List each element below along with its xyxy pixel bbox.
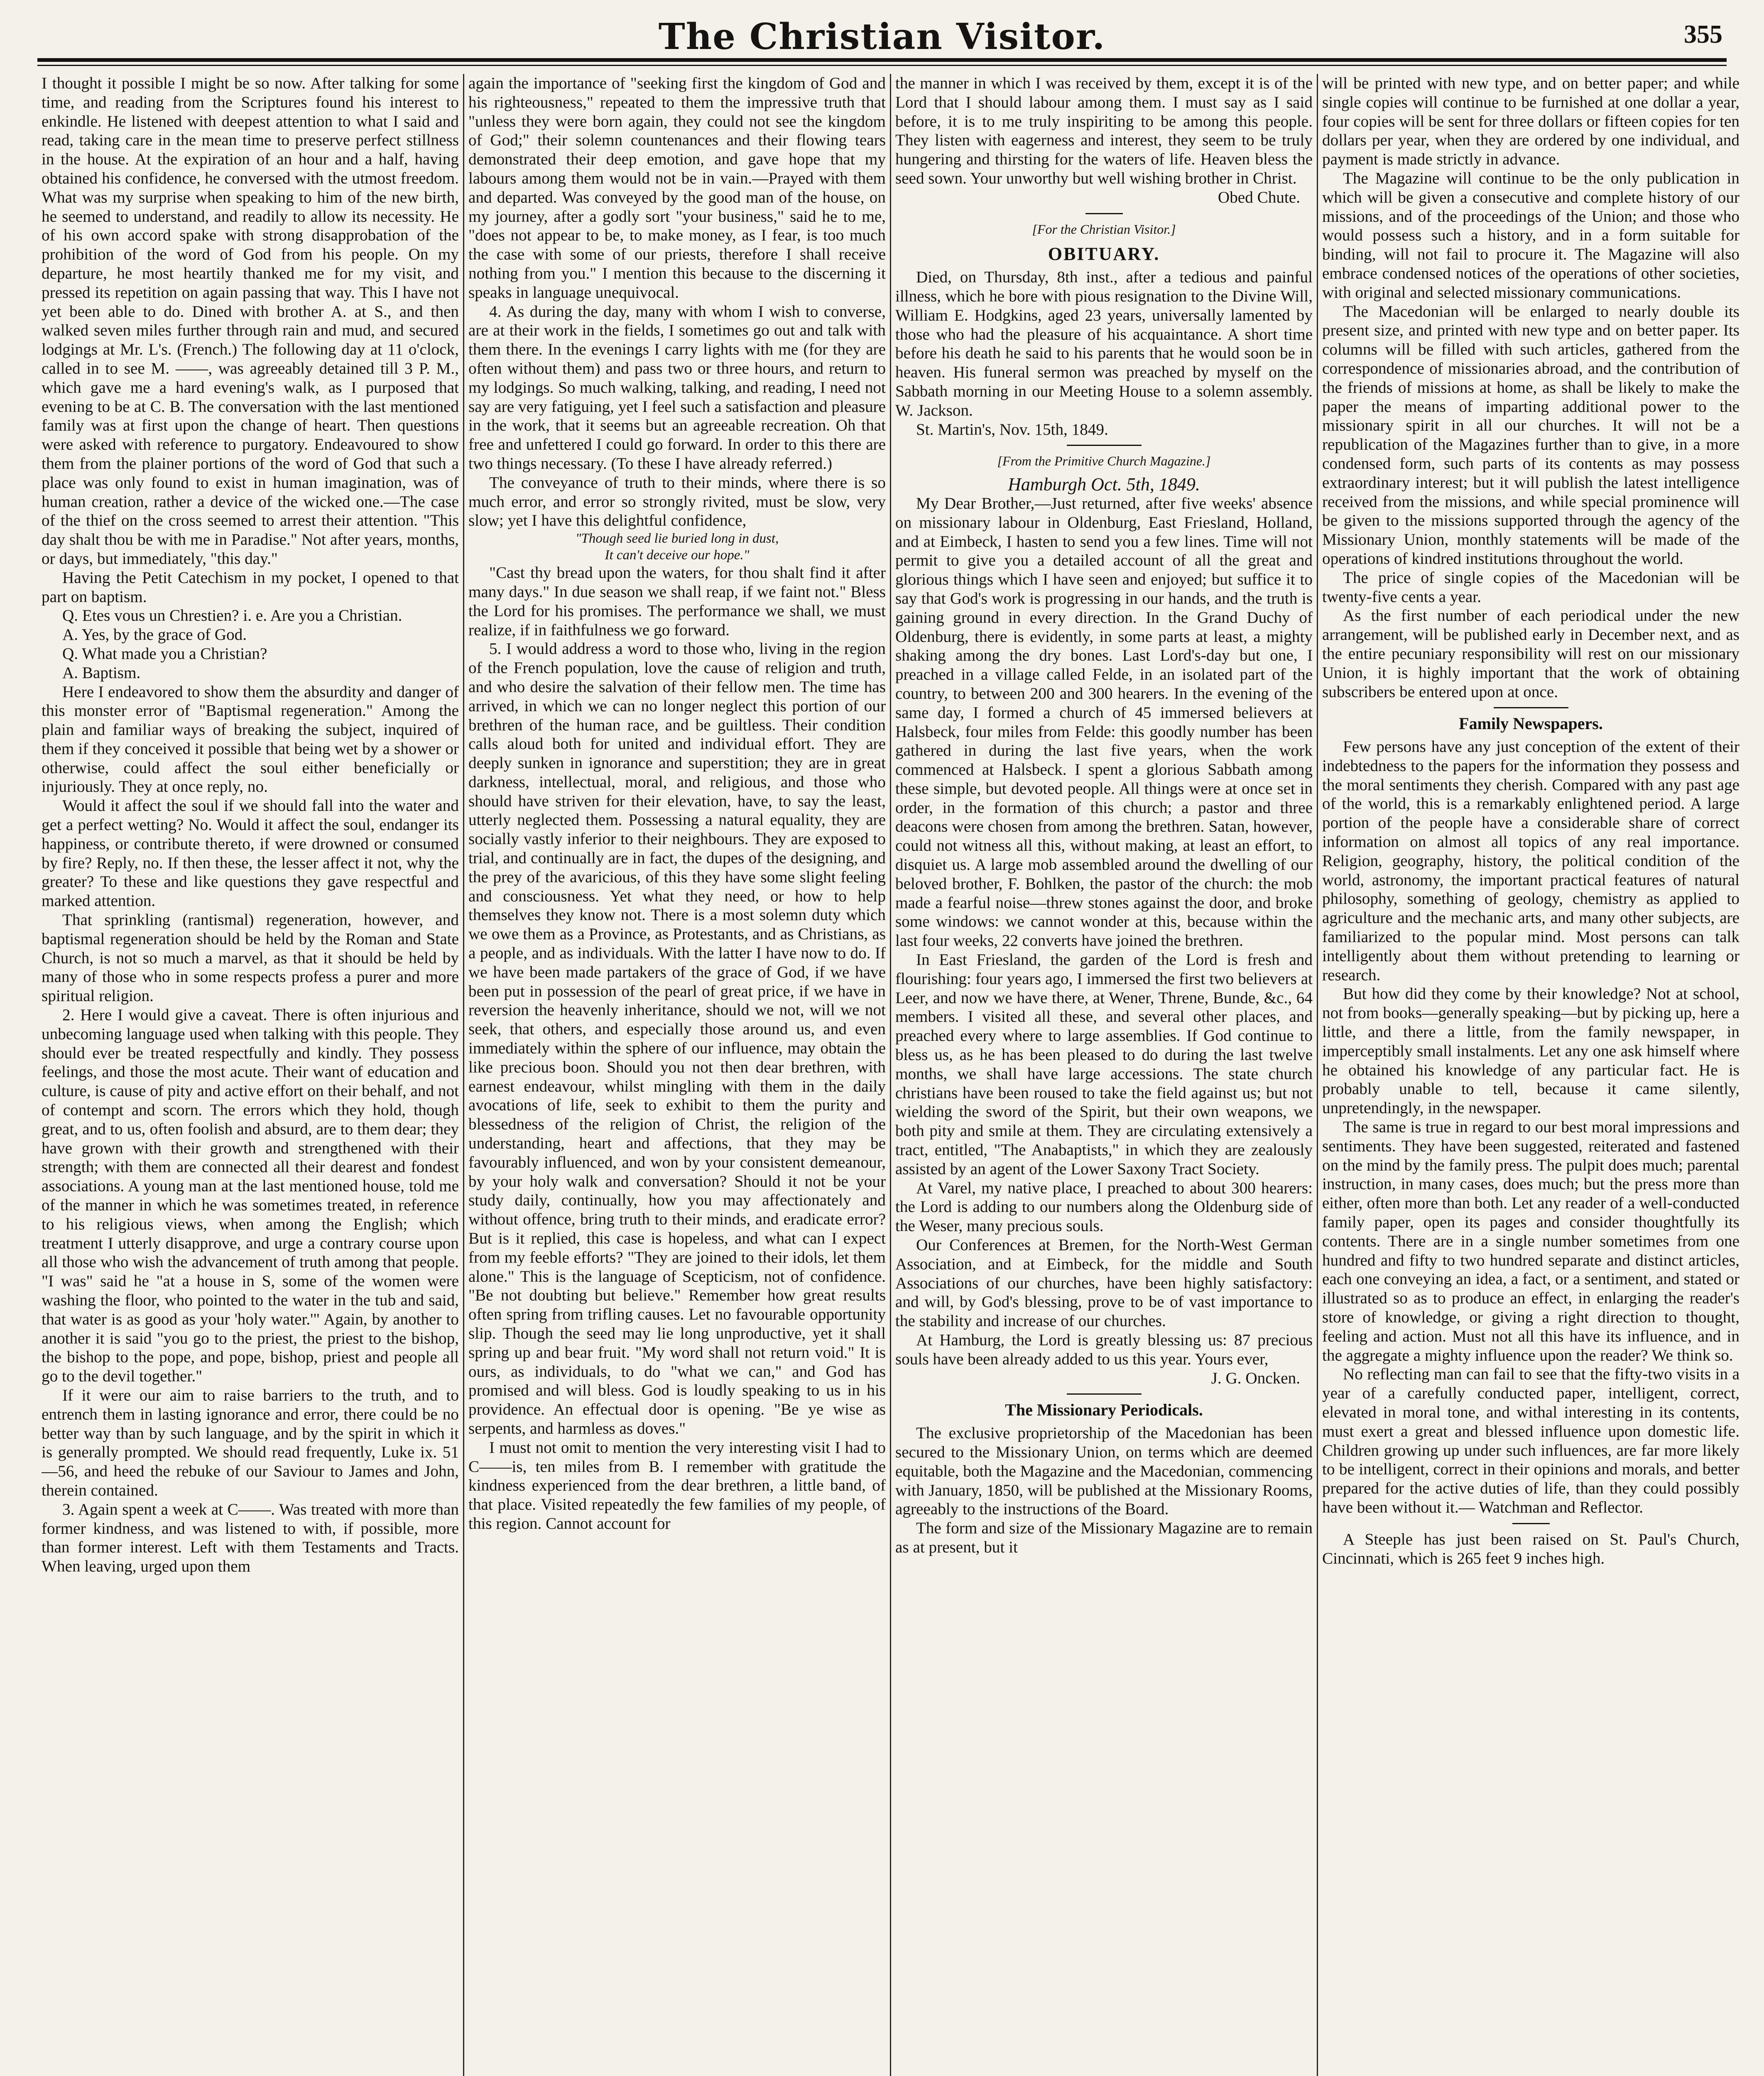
paragraph: At Varel, my native place, I preached to about 300 hearers: the Lord is adding to our numbers along the Oldenburg side of the Weser, many precious souls. [895, 1179, 1313, 1235]
source-line: [For the Christian Visitor.] [1032, 221, 1176, 237]
obituary-heading: OBITUARY. [1048, 244, 1160, 264]
paragraph: again the importance of "seeking first the kingdom of God and his righteousness," repeated to them the impressive truth that "unless they were born again, they could not see the kingdom of God;" their solemn countenances and their flowing tears demonstrated their deep emotion, and gave hope that my labours among them would not be in vain.—Prayed with them and departed. Was conveyed by the good man of the house, on my journey, after a godly sort "your business," said he to me, "does not appear to be, to make money, as I fear, is too much the case with some of our priests, therefore I shall receive nothing from you." I mention this because to the discerning it speaks in language unequivocal. [468, 74, 886, 301]
paragraph: The Macedonian will be enlarged to nearly double its present size, and printed with new type and on better paper. Its columns will be filled with such articles, gathered from the correspondence of missionaries abroad, and the contribution of the friends of missions at home, as shall be likely to make the paper the means of imparting additional power to the missionary spirit in all our churches. It will not be a republication of the Magazines further than to give, in a more condensed form, such parts of its contents as may possess extraordinary interest; but it will publish the latest intelligence received from the missions, and while special prominence will be given to the missions supported through the agency of the Missionary Union, monthly statements will be made of the operations of kindred institutions throughout the world. [1322, 302, 1740, 568]
paragraph: Here I endeavored to show them the absurdity and danger of this monster error of "Baptismal regeneration." Among the plain and familiar ways of breaking the subject, inquired of them if they conceived it possible that being wet by a shower or otherwise, could affect the soul either beneficially or injuriously. They at once reply, no. [42, 683, 459, 796]
section-heading: The Missionary Periodicals. [1005, 1400, 1203, 1420]
paragraph: The exclusive proprietorship of the Macedonian has been secured to the Missionary Union, on terms which are deemed equitable, both the Magazine and the Macedonian, commencing with January, 1850, will be published at the Missionary Rooms, agreeably to the instructions of the Board. [895, 1424, 1313, 1518]
catechism-question: Q. Etes vous un Chrestien? i. e. Are you a Christian. [62, 607, 402, 625]
column-1 [42, 74, 459, 2076]
paragraph: My Dear Brother,—Just returned, after five weeks' absence on missionary labour in Oldenburg, East Friesland, Holland, and at Eimbeck, I hasten to send you a few lines. Time will not permit to give you a detailed account of all the great and glorious things which I have seen and enjoyed; but suffice it to say that God's work is progressing in our hands, and the truth is gaining ground in every direction. In the Grand Duchy of Oldenburg, there is evidently, in some parts at least, a mighty shaking among the dry bones. Last Lord's-day but one, I preached in a village called Felde, in an isolated part of the country, to between 200 and 300 hearers. In the evening of the same day, I formed a church of 45 immersed believers at Halsbeck, four miles from Felde: this goodly number has been gathered in during the last five years, when the work commenced at Halsbeck. I spent a glorious Sabbath among these simple, but devoted people. All things were at once set in order, in the formation of this church; a pastor and three deacons were chosen from among the brethren. Satan, however, could not witness all this, without making, at least an effort, to disquiet us. A large mob assembled around the dwelling of our beloved brother, F. Bohlken, the pastor of the church: the mob made a fearful noise—threw stones against the door, and broke some windows: we cannot wonder at this, because within the last four weeks, 22 converts have joined the brethren. [895, 494, 1313, 950]
separator [1494, 707, 1568, 708]
paragraph: "Cast thy bread upon the waters, for thou shalt find it after many days." In due season we shall reap, if we faint not." Bless the Lord for his promises. The performance we shall, we must realize, if in faithfulness we go forward. [468, 564, 886, 639]
paragraph: No reflecting man can fail to see that the fifty-two visits in a year of a carefully conducted paper, intelligent, correct, elevated in moral tone, and withal interesting in its contents, must exert a great and blessed influence upon domestic life. Children growing up under such influences, are far more likely to be intelligent, correct in their opinions and morals, and better prepared for the active duties of life, than they could possibly have been without it.— Watchman and Reflector. [1322, 1365, 1740, 1516]
source-line: [From the Primitive Church Magazine.] [997, 453, 1211, 469]
paragraph: A Steeple has just been raised on St. Paul's Church, Cincinnati, which is 265 feet 9 inches high. [1322, 1530, 1740, 1567]
paragraph: Would it affect the soul if we should fall into the water and get a perfect wetting? No. Would it affect the soul, endanger its happiness, or contribute thereto, if were drowned or consumed by fire? Reply, no. If then these, the lesser affect it not, why the greater? To these and like questions they gave respectful and marked attention. [42, 797, 459, 910]
section-heading: Family Newspapers. [1459, 714, 1603, 733]
obituary-text: Died, on Thursday, 8th inst., after a tedious and painful illness, which he bore with pious resignation to the Divine Will, William E. Hodgkins, aged 23 years, universally lamented by those who had the pleasure of his acquaintance. A short time before his death he said to his parents that he would soon be in heaven. His funeral sermon was preached by myself on the Sabbath morning in our Meeting House to a solemn assembly. W. Jackson. [895, 268, 1313, 419]
paragraph: I thought it possible I might be so now. After talking for some time, and reading from the Scriptures found his interest to enkindle. He listened with deepest attention to what I said and read, taking care in the mean time to preserve perfect stillness in the house. At the expiration of an hour and a half, having obtained his confidence, he conversed with the utmost freedom. What was my surprise when speaking to him of the new birth, he seemed to understand, and readily to allow its necessity. He of his own accord spake with strong disapprobation of the prohibition of the word of God from his people. On my departure, he most heartily thanked me for my visit, and pressed its repetition on again passing that way. This I have not yet been able to do. Dined with brother A. at S., and then walked seven miles further through rain and mud, and secured lodgings at Mr. L's. (French.) The following day at 11 o'clock, called in to see M. ——, was agreeably detained till 3 P. M., which gave me a hard evening's walk, as I purposed that evening to be at C. B. The conversation with the last mentioned family was at first upon the change of heart. Then questions were asked with reference to purgatory. Endeavoured to show them from the plainer portions of the word of God that such a place was only found to exist in human imagination, was of human creation, rather a device of the wicked one.—The case of the thief on the cross seemed to arrest their attention. "This day shalt thou be with me in Paradise." Not after years, months, or days, but immediately, "this day." [42, 74, 459, 568]
signature: J. G. Oncken. [1211, 1369, 1300, 1387]
paragraph: will be printed with new type, and on better paper; and while single copies will continue to be furnished at one dollar a year, four copies will be sent for three dollars or fifteen copies for ten dollars per year, when they are ordered by one individual, and payment is made strictly in advance. [1322, 74, 1740, 169]
paragraph: In East Friesland, the garden of the Lord is fresh and flourishing: four years ago, I immersed the first two believers at Leer, and now we have there, at Wener, Threne, Bunde, &c., 64 members. I visited all these, and several other places, and preached every where to large assemblies. If God continue to bless us, as he has been pleased to do during the last twelve months, we shall have large accessions. The state church christians have been roused to take the field against us; but not wielding the sword of the Spirit, but their own weapons, we both pity and smile at them. They are circulating extensively a tract, entitled, "The Anabaptists," in which they are zealously assisted by an agent of the Lower Saxony Tract Society. [895, 951, 1313, 1178]
paragraph: 3. Again spent a week at C——. Was treated with more than former kindness, and was listened to with, if possible, more than former interest. Left with them Testaments and Tracts. When leaving, urged upon them [42, 1500, 459, 1576]
column-2 [468, 74, 886, 2076]
newspaper-title: The Christian Visitor. [658, 16, 1106, 58]
page-number: 355 [1684, 20, 1722, 49]
paragraph: At Hamburg, the Lord is greatly blessing us: 87 precious souls have been already added to us this year. Yours ever, [895, 1331, 1313, 1368]
masthead [37, 12, 1727, 57]
paragraph: But how did they come by their knowledge? Not at school, not from books—generally speaking—but by picking up, here a little, and there a little, from the family newspaper, in imperceptibly small instalments. Let any one ask himself where he obtained his knowledge of any particular fact. He is probably unable to tell, because it came silently, unpretendingly, in the newspaper. [1322, 985, 1740, 1117]
obituary-place: St. Martin's, Nov. 15th, 1849. [916, 420, 1108, 438]
verse-line: It can't deceive our hope." [605, 548, 750, 563]
catechism-answer: A. Baptism. [62, 663, 141, 682]
column-divider [890, 74, 891, 2076]
paragraph: Our Conferences at Bremen, for the North-West German Association, and at Eimbeck, for the middle and South Associations of our churches, have been highly satisfactory: and will, by God's blessing, prove to be of vast importance to the stability and increase of our churches. [895, 1236, 1313, 1330]
column-divider [1317, 74, 1318, 2076]
paragraph: I must not omit to mention the very interesting visit I had to C——is, ten miles from B. I remember with gratitude the kindness experienced from the dear brethren, a little band, of that place. Visited repeatedly the few families of my people, of this region. Cannot account for [468, 1438, 886, 1533]
paragraph: If it were our aim to raise barriers to the truth, and to entrench them in lasting ignorance and error, there could be no better way than by such language, and by the spirit in which it is generally prompted. We should read frequently, Luke ix. 51—56, and heed the rebuke of our Saviour to James and John, therein contained. [42, 1386, 459, 1499]
header-rule-thin [37, 65, 1727, 66]
column-3 [895, 74, 1313, 2076]
paragraph: The price of single copies of the Macedonian will be twenty-five cents a year. [1322, 568, 1740, 606]
paragraph: The Magazine will continue to be the only publication in which will be given a consecutive and complete history of our missions, and of the proceedings of the Union; and those who would possess such a history, and in a form suitable for binding, will not fail to procure it. The Magazine will also embrace condensed notices of the operations of other societies, with original and selected missionary communications. [1322, 169, 1740, 301]
paragraph: Having the Petit Catechism in my pocket, I opened to that part on baptism. [42, 568, 459, 606]
paragraph: 4. As during the day, many with whom I wish to converse, are at their work in the fields, I sometimes go out and talk with them there. In the evenings I carry lights with me (for they are often without them) and pass two or three hours, and return to my lodgings. So much walking, talking, and reading, I need not say are very fatiguing, yet I feel such a satisfaction and pleasure in the work, that it seems but an agreeable recreation. Oh that free and unfettered I could go forward. In order to this there are two things necessary. (To these I have already referred.) [468, 302, 886, 472]
paragraph: The conveyance of truth to their minds, where there is so much error, and error so strongly rivited, must be slow, very slow; yet I have this delightful confidence, [468, 473, 886, 530]
separator [1085, 213, 1123, 214]
letter-date: Hamburgh Oct. 5th, 1849. [1008, 474, 1200, 495]
header-rule-thick [37, 58, 1727, 62]
paragraph: the manner in which I was received by them, except it is of the Lord that I should labour among them. I must say as I said before, it is to me truly inspiriting to be among this people. They listen with eagerness and interest, they seem to be truly hungering and thirsting for the waters of life. Heaven bless the seed sown. Your unworthy but well wishing brother in Christ. [895, 74, 1313, 187]
separator [1512, 1523, 1550, 1524]
signature: Obed Chute. [1218, 188, 1300, 206]
paragraph: That sprinkling (rantismal) regeneration, however, and baptismal regeneration should be held by the Roman and State Church, is not so much a marvel, as that it should be held by many of those who in some respects profess a purer and more spiritual religion. [42, 911, 459, 1005]
paragraph: As the first number of each periodical under the new arrangement, will be published early in December next, and as the entire pecuniary responsibility will rest on our missionary Union, it is highly important that the work of obtaining subscribers be entered upon at once. [1322, 607, 1740, 701]
separator [1067, 445, 1142, 446]
separator [1067, 1393, 1142, 1395]
column-divider [463, 74, 464, 2076]
paragraph: Few persons have any just conception of the extent of their indebtedness to the papers for the information they possess and the moral sentiments they cherish. Compared with any past age of the world, this is a remarkably enlightened period. A large portion of the people have a considerable share of correct information on almost all topics of any real importance. Religion, geography, history, the political condition of the world, astronomy, the important practical features of natural philosophy, something of geology, chemistry as applied to agriculture and the mechanic arts, and many other subjects, are familiarized to the popular mind. Most persons can talk intelligently about them without pretending to learning or research. [1322, 738, 1740, 984]
paragraph: 2. Here I would give a caveat. There is often injurious and unbecoming language used when talking with this people. They should ever be treated respectfully and kindly. They possess feelings, and those the most acute. Their want of education and culture, is cause of pity and active effort on their behalf, and not of contempt and scorn. The errors which they hold, though great, and to us, often foolish and absurd, are to them dear; they have grown with their growth and strengthened with their strength; with them are connected all their dearest and fondest associations. A young man at the last mentioned house, told me of the manner in which he was sometimes treated, in reference to his religious views, when among the English; which treatment I utterly disapprove, and urge a contrary course upon all those who wish the advancement of truth among that people. "I was" said he "at a house in S, some of the women were washing the floor, who pointed to the water in the tub and said, that water is as good as your 'holy water.'" Again, by another to another it is said "you go to the priest, the priest to the bishop, the bishop to the pope, and pope, bishop, priest and people all go to the devil together." [42, 1006, 459, 1386]
paragraph: 5. I would address a word to those who, living in the region of the French population, love the cause of religion and truth, and who desire the salvation of their fellow men. The time has arrived, in which we can no longer neglect this portion of our brethren of the human race, and be guiltless. Their condition calls aloud both for united and individual effort. They are deeply sunken in ignorance and superstition; they are in great darkness, intellectual, moral, and religious, and those who should have striven for their elevation, have, to say the least, utterly neglected them. Possessing a natural equality, they are socially vastly inferior to their neighbours. They are exposed to trial, and continually are in fact, the dupes of the designing, and the prey of the avaricious, of this they have some slight feeling and consciousness. Yet what they need, or how to help themselves they know not. There is a most solemn duty which we owe them as a Province, as Protestants, and as Christians, as a people, and as individuals. With the latter I have now to do. If we have been made partakers of the grace of God, if we have been put in possession of the pearl of great price, if we have in reversion the heavenly inheritance, should we not, will we not seek, that others, and especially those around us, and even immediately within the sphere of our influence, may obtain the like precious boon. Should you not then dear brethren, with earnest endeavour, whilst mingling with them in the daily avocations of life, seek to exhibit to them the purity and blessedness of the religion of Christ, the religion of the understanding, heart and affections, that they may be favourably influenced, and won by your consistent demeanour, by your holy walk and conversation? Should it not be your study daily, continually, how you may affectionately and without offence, bring truth to their minds, and eradicate error? But is it replied, this case is hopeless, and what can I expect from my feeble efforts? "They are joined to their idols, let them alone." This is the language of Scepticism, not of confidence. "Be not doubting but believe." Remember how great results often spring from trifling causes. Let no favourable opportunity slip. Though the seed may lie long unproductive, yet it shall spring up and bear fruit. "My word shall not return void." It is ours, as individuals, to do "what we can," and God has promised and will bless. God is loudly speaking to us in his providence. An effectual door is opening. "Be ye wise as serpents, and harmless as doves." [468, 640, 886, 1437]
catechism-answer: A. Yes, by the grace of God. [62, 626, 247, 644]
catechism-question: Q. What made you a Christian? [62, 644, 267, 663]
column-4 [1322, 74, 1740, 2076]
verse-line: "Though seed lie buried long in dust, [575, 531, 779, 546]
paragraph: The form and size of the Missionary Magazine are to remain as at present, but it [895, 1519, 1313, 1556]
paragraph: The same is true in regard to our best moral impressions and sentiments. They have been suggested, reiterated and fastened on the mind by the family press. The pulpit does much; parental instruction, in many cases, does much; but the press more than either, often more than both. Let any reader of a well-conducted family paper, open its pages and consider thoughtfully its contents. There are in a single number sometimes from one hundred and fifty to two hundred separate and distinct articles, each one conveying an idea, a fact, or a sentiment, and stated or illustrated so as to produce an effect, in enlarging the reader's store of knowledge, or giving a right direction to thought, feeling and action. Must not all this have its influence, and in the aggregate a mighty influence upon the reader? We think so. [1322, 1118, 1740, 1364]
